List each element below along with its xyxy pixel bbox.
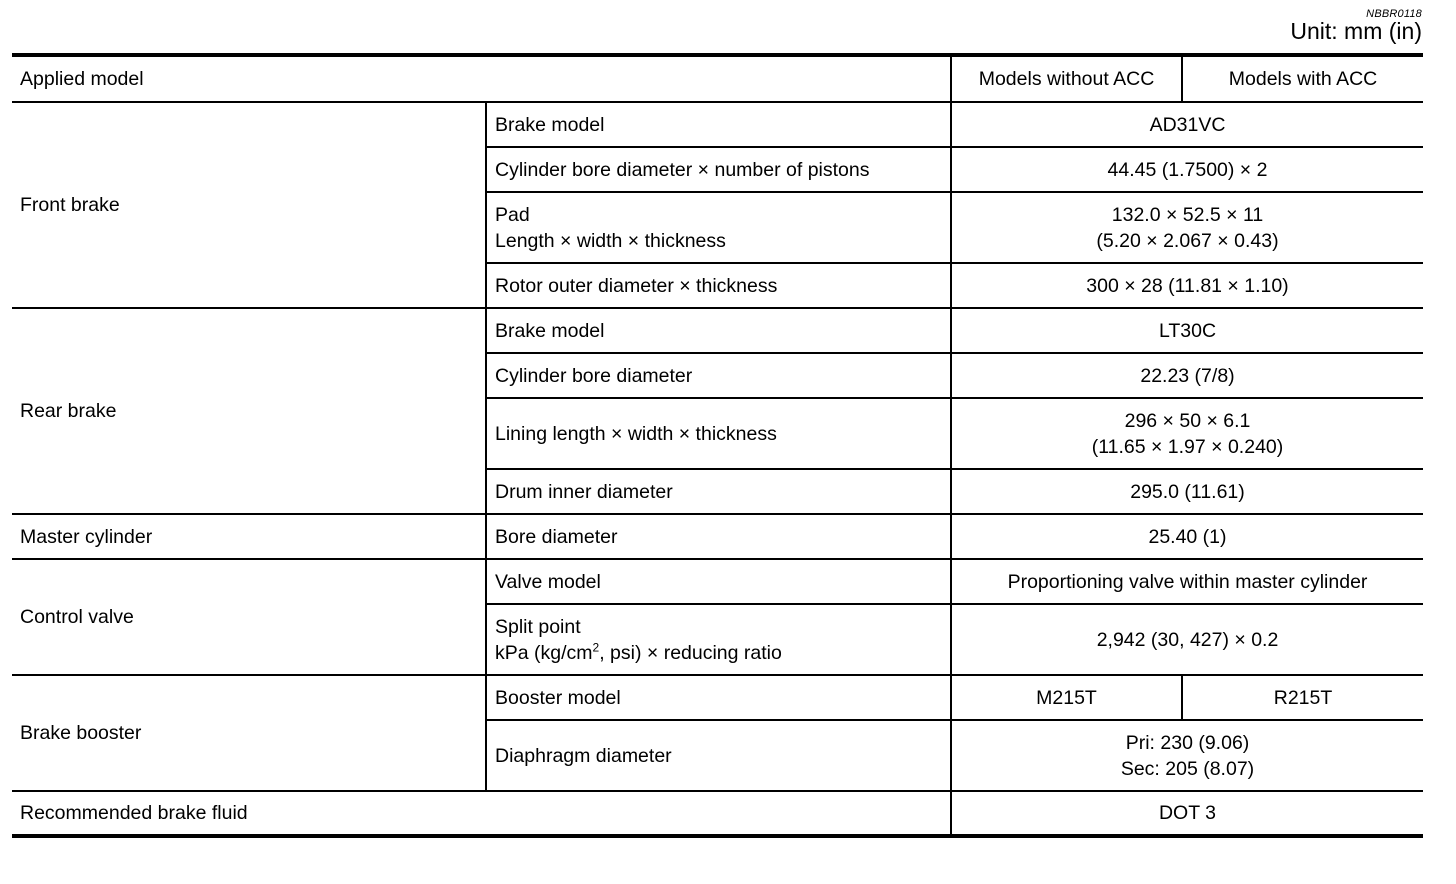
brake-booster-model-with-acc: R215T — [1182, 675, 1423, 720]
pad-value-line-2: (5.20 × 2.067 × 0.43) — [1096, 229, 1279, 252]
diaphragm-value-line-1: Pri: 230 (9.06) — [1125, 731, 1250, 754]
split-label-line-1: Split point — [495, 615, 581, 638]
rear-brake-cylinder-value: 22.23 (7/8) — [951, 353, 1423, 398]
brake-booster-model-without-acc: M215T — [951, 675, 1182, 720]
control-valve-model-row — [12, 559, 1423, 604]
front-brake-cylinder-label: Cylinder bore diameter × number of pistons — [486, 147, 951, 192]
front-brake-model-value: AD31VC — [951, 102, 1423, 147]
control-valve-model-label: Valve model — [486, 559, 951, 604]
rear-brake-drum-value: 295.0 (11.61) — [951, 469, 1423, 514]
brake-fluid-row — [12, 791, 1423, 836]
header-models-with-acc: Models with ACC — [1182, 55, 1423, 102]
applied-model-label: Applied model — [20, 68, 144, 90]
master-cylinder-row — [12, 514, 1423, 559]
rear-brake-cylinder-label: Cylinder bore diameter — [486, 353, 951, 398]
brake-fluid-label: Recommended brake fluid — [12, 791, 951, 836]
header-models-without-acc: Models without ACC — [951, 55, 1182, 102]
applied-model-row — [12, 55, 1423, 102]
rear-brake-drum-label: Drum inner diameter — [486, 469, 951, 514]
front-brake-model-row — [12, 102, 1423, 147]
pad-label-line-2: Length × width × thickness — [495, 229, 726, 252]
front-brake-rotor-label: Rotor outer diameter × thickness — [486, 263, 951, 308]
unit-note: Unit: mm (in) — [1290, 18, 1422, 44]
control-valve-model-value: Proportioning valve within master cylinder — [951, 559, 1423, 604]
rear-brake-lining-value — [951, 398, 1423, 469]
front-brake-pad-value — [951, 192, 1423, 263]
rear-brake-lining-label: Lining length × width × thickness — [486, 398, 951, 469]
front-brake-cylinder-value: 44.45 (1.7500) × 2 — [951, 147, 1423, 192]
rear-brake-model-row — [12, 308, 1423, 353]
diaphragm-value-line-2: Sec: 205 (8.07) — [1120, 757, 1255, 780]
split-label-line-2 — [495, 640, 942, 666]
brake-booster-model-label: Booster model — [486, 675, 951, 720]
front-brake-pad-label — [486, 192, 951, 263]
split-label-superscript: 2 — [592, 640, 600, 654]
pad-value-line-1: 132.0 × 52.5 × 11 — [1111, 203, 1264, 226]
master-cylinder-bore-value: 25.40 (1) — [951, 514, 1423, 559]
split-label-part-b: , psi) × reducing ratio — [599, 641, 782, 664]
front-brake-model-label: Brake model — [486, 102, 951, 147]
rear-brake-model-value: LT30C — [951, 308, 1423, 353]
brake-booster-diaphragm-label: Diaphragm diameter — [486, 720, 951, 791]
split-label-part-a: kPa (kg/cm — [495, 641, 593, 664]
control-valve-split-label — [486, 604, 951, 675]
rear-brake-model-label: Brake model — [486, 308, 951, 353]
control-valve-label: Control valve — [12, 559, 486, 675]
rear-brake-label: Rear brake — [12, 308, 486, 514]
brake-booster-label: Brake booster — [12, 675, 486, 791]
brake-booster-diaphragm-value — [951, 720, 1423, 791]
front-brake-label: Front brake — [12, 102, 486, 308]
lining-value-line-2: (11.65 × 1.97 × 0.240) — [1091, 435, 1284, 458]
brake-booster-model-row — [12, 675, 1423, 720]
lining-value-line-1: 296 × 50 × 6.1 — [1124, 409, 1251, 432]
pad-label-line-1: Pad — [495, 203, 530, 226]
control-valve-split-value: 2,942 (30, 427) × 0.2 — [951, 604, 1423, 675]
brake-specifications-table — [12, 53, 1423, 838]
master-cylinder-bore-label: Bore diameter — [486, 514, 951, 559]
front-brake-rotor-value: 300 × 28 (11.81 × 1.10) — [951, 263, 1423, 308]
brake-fluid-value: DOT 3 — [951, 791, 1423, 836]
document-reference-code: NBBR0118 — [1366, 8, 1422, 20]
master-cylinder-label: Master cylinder — [12, 514, 486, 559]
